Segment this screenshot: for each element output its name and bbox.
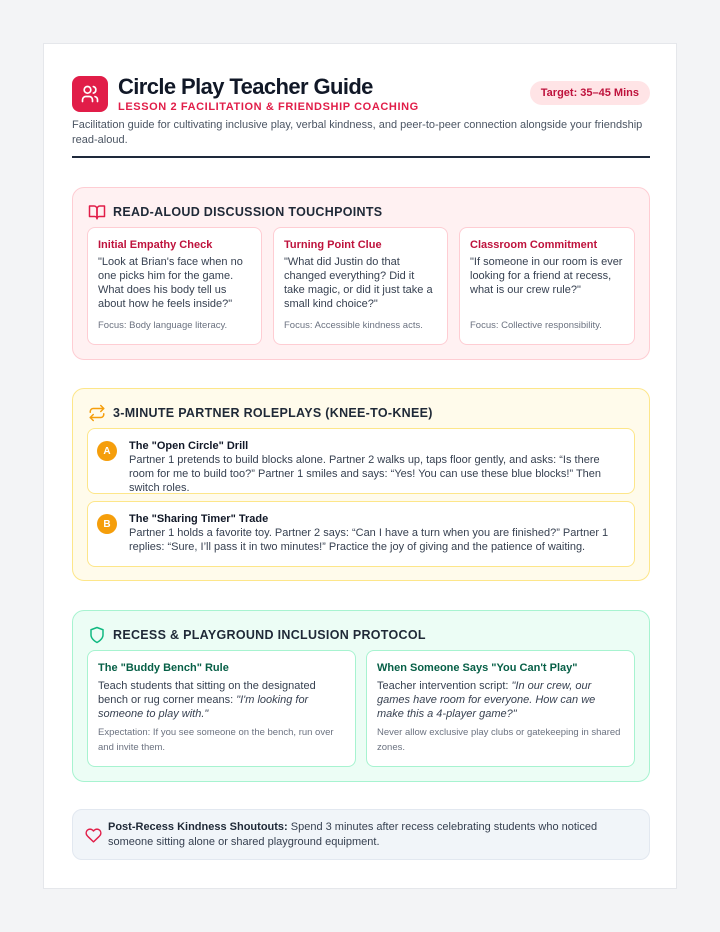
roleplay-badge: B: [97, 514, 117, 534]
page-subtitle: LESSON 2 FACILITATION & FRIENDSHIP COACHING: [118, 101, 419, 113]
recess-rule-title: The "Buddy Bench" Rule: [98, 662, 229, 674]
shield-icon: [88, 626, 106, 644]
recess-rule-foot: Never allow exclusive play clubs or gatekeeping in shared zones.: [377, 727, 621, 753]
readaloud-heading: [88, 203, 382, 221]
book-open-icon: [88, 203, 106, 221]
touchpoint-card: [87, 227, 262, 345]
repeat-icon: [88, 404, 106, 422]
touchpoint-title: Classroom Commitment: [470, 239, 598, 251]
roleplays-heading-text: 3-MINUTE PARTNER ROLEPLAYS (KNEE-TO-KNEE): [113, 406, 433, 420]
recess-rule-foot: Expectation: If you see someone on the bench, run over and invite them.: [98, 727, 334, 753]
touchpoint-title: Turning Point Clue: [284, 239, 382, 251]
header-divider: [72, 156, 650, 158]
touchpoint-card: [273, 227, 448, 345]
recess-rule-text: [98, 679, 345, 721]
recess-rule-card: [366, 650, 635, 767]
roleplay-item: [87, 428, 635, 494]
touchpoint-focus: Focus: Accessible kindness acts.: [284, 320, 423, 331]
users-icon: [72, 76, 108, 112]
recess-heading: [88, 626, 426, 644]
recess-rule-title: When Someone Says "You Can't Play": [377, 662, 578, 674]
recess-rule-lead: Teacher intervention script:: [377, 680, 512, 692]
roleplay-item: [87, 501, 635, 567]
roleplay-text: Partner 1 holds a favorite toy. Partner 2 says: “Can I have a turn when you are finished?” Partner 1 replies: “Sure, I’ll pass it in two minutes!” Practice the joy of giving and the patience of waiting.: [129, 527, 609, 553]
touchpoint-focus: Focus: Body language literacy.: [98, 320, 228, 331]
readaloud-section: [72, 187, 650, 360]
touchpoint-question: "If someone in our room is ever looking for a friend at recess, what is our crew rule?": [470, 256, 623, 296]
touchpoint-question: "Look at Brian's face when no one picks him for the game. What does his body tell us about how he feels inside?": [98, 256, 243, 310]
readaloud-heading-text: READ-ALOUD DISCUSSION TOUCHPOINTS: [113, 205, 383, 219]
note-text: [108, 820, 635, 850]
touchpoint-focus: Focus: Collective responsibility.: [470, 320, 602, 331]
kindness-shoutouts-note: [72, 809, 650, 860]
roleplay-badge: A: [97, 441, 117, 461]
roleplays-section: [72, 388, 650, 581]
roleplay-title: The "Open Circle" Drill: [129, 440, 249, 452]
page-title: Circle Play Teacher Guide: [118, 74, 373, 99]
heart-icon: [85, 827, 102, 849]
roleplays-heading: [88, 404, 433, 422]
teacher-guide-page: [43, 43, 677, 889]
recess-rule-lead: Teach students that sitting on the designated bench or rug corner means:: [98, 680, 316, 706]
roleplay-title: The "Sharing Timer" Trade: [129, 513, 269, 525]
touchpoint-title: Initial Empathy Check: [98, 239, 213, 251]
recess-section: [72, 610, 650, 782]
guide-description: Facilitation guide for cultivating inclusive play, verbal kindness, and peer-to-peer connection alongside your friendship read-aloud.: [72, 119, 643, 146]
recess-rule-text: [377, 679, 624, 721]
recess-rule-card: [87, 650, 356, 767]
note-body: Spend 3 minutes after recess celebrating students who noticed someone sitting alone or shared playground equipment.: [108, 821, 598, 848]
touchpoint-card: [459, 227, 635, 345]
touchpoint-question: "What did Justin do that changed everything? Did it take magic, or did it just take a small kind choice?": [284, 256, 433, 310]
recess-heading-text: RECESS & PLAYGROUND INCLUSION PROTOCOL: [113, 628, 426, 642]
recess-rule-quote: "I'm looking for someone to play with.": [98, 694, 309, 720]
note-label: Post-Recess Kindness Shoutouts:: [108, 821, 288, 833]
target-time-badge: Target: 35–45 Mins: [530, 81, 650, 105]
recess-rule-quote: "In our crew, our games have room for everyone. How can we make this a 4-player game?": [377, 680, 596, 720]
roleplay-text: Partner 1 pretends to build blocks alone. Partner 2 walks up, taps floor gently, and asks: “Is there room for me to build too?” Partner 1 smiles and says: “Yes! You can use these blue blocks!” Then switch roles.: [129, 454, 602, 494]
